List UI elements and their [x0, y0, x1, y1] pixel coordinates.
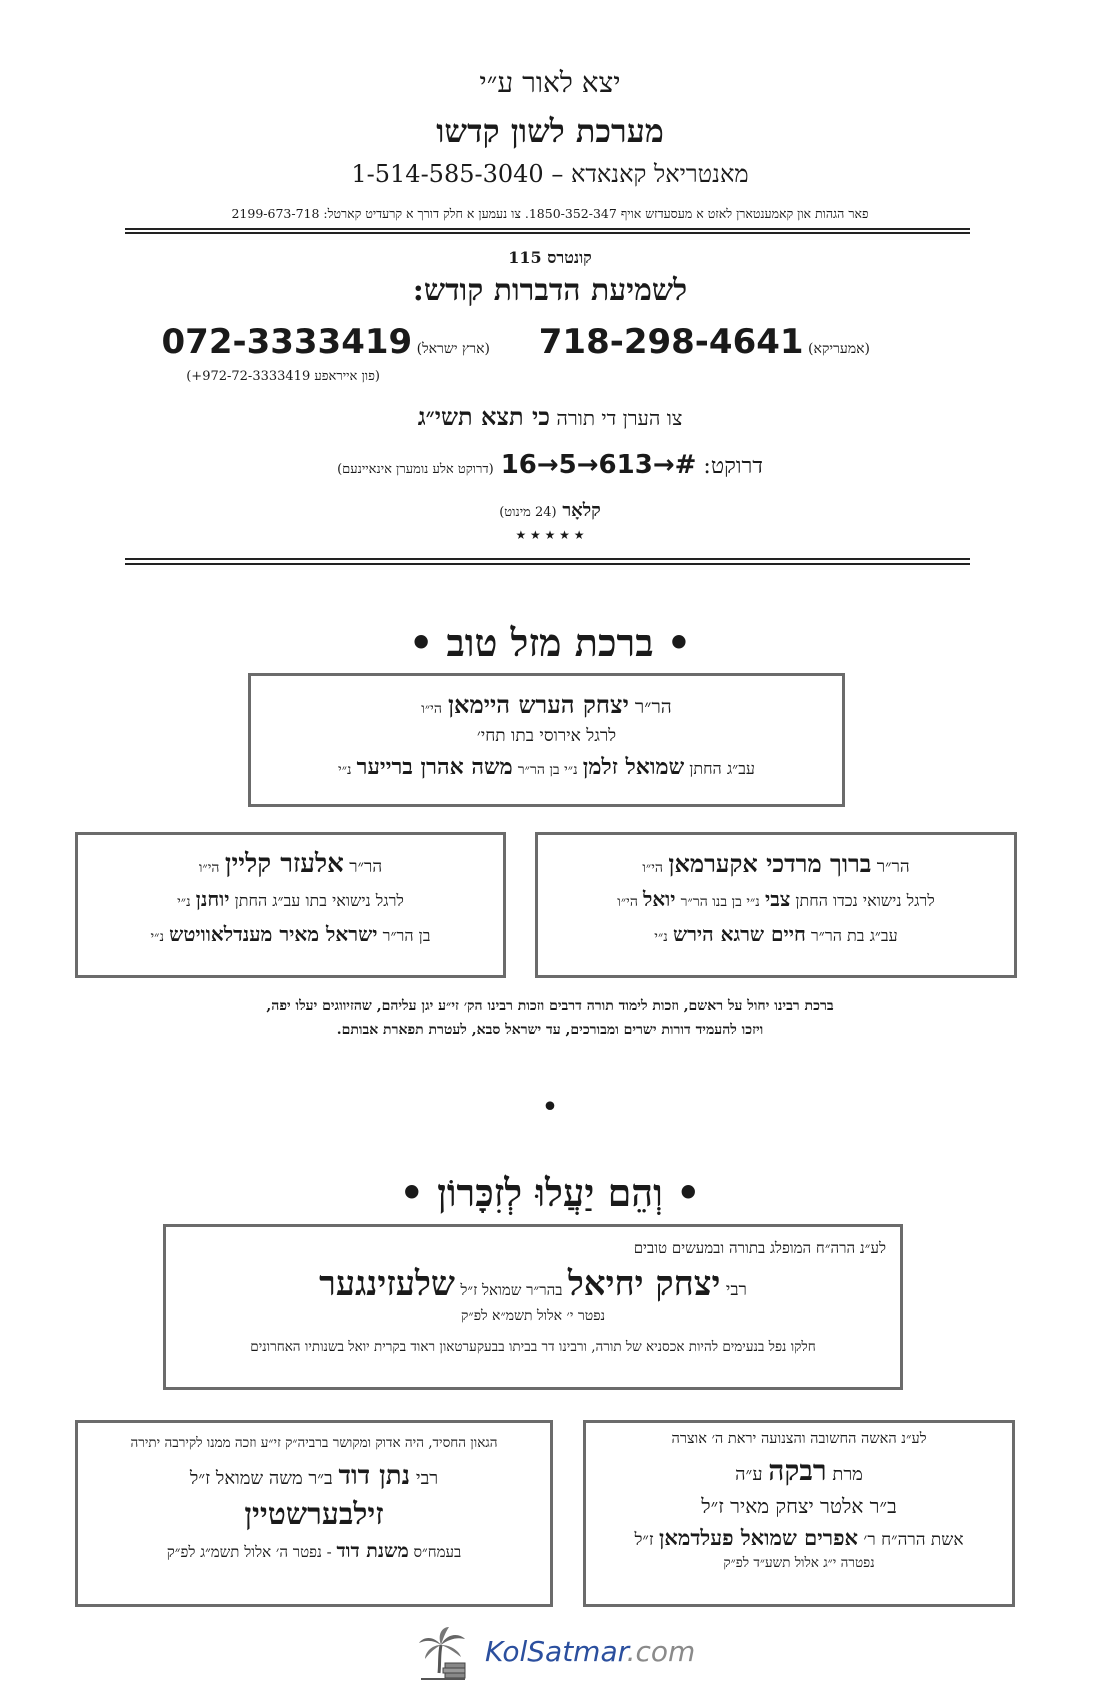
memorial-box-right — [583, 1420, 1015, 1607]
parsha-prefix: צו הערן די תורה — [556, 406, 683, 430]
parsha-name: כי תצא תשי״ג — [417, 402, 551, 431]
brand-text — [485, 1635, 695, 1668]
il-phone: 072-3333419 — [161, 322, 413, 362]
memorial-top-line2: רבי יצחק יחיאל בהר״ר שמואל ז״ל שלעזינגער — [319, 1264, 747, 1304]
us-phone: 718-298-4641 — [538, 322, 804, 362]
il-label: (ארץ ישראל) — [416, 341, 490, 357]
mazel-tov-box-right — [535, 832, 1017, 978]
memorial-left-line2: רבי נתן דוד ב״ר משה שמואל ז״ל — [189, 1461, 439, 1491]
memorial-left-line4: בעמח״ס משנת דוד - נפטר ה׳ אלול תשמ״ג לפ״ק — [166, 1540, 462, 1562]
clear-minutes: (24 מינוט) — [499, 505, 557, 520]
top-rule-2 — [125, 232, 970, 234]
comments-info: פאר הגהות און קאמענטארן לאזט א מעסעדזש אויף 1850-352-347. צו נעמען א חלק דורך א קרעדיט קארטל: 2199-673-718 — [231, 206, 869, 221]
listen-title: לשמיעת הדברות קודש: — [412, 273, 688, 308]
blessing-line2: ויזכו להעמיד דורות ישרים ומבורכים, עד ישראל סבא, לעטרת תפארת אבותם. — [336, 1022, 764, 1038]
memorial-box-left — [75, 1420, 553, 1607]
box-right-line2: לרגל נישואי נכדו החתן צבי נ״י בן בנו הר״ר יואל הי״ו — [617, 887, 935, 911]
mazel-tov-box-left — [75, 832, 506, 978]
press-label: דרוקט: — [703, 454, 763, 479]
box-right-line3: עב״ג בת הר״ר חיים שרגא הירש נ״י — [654, 922, 898, 946]
brand-main: KolSatmar — [485, 1635, 627, 1668]
press-note: (דרוקט אלע נומערן אינאיינעם) — [337, 462, 494, 477]
memorial-left-line1: הגאון החסיד, היה אדוק ומקושר ברביה״ק זי״ע וזכה ממנו לקירבה יתירה — [130, 1435, 498, 1451]
box-left-line1: הר״ר אלעזר קליין הי״ו — [198, 849, 383, 879]
box-right-line1: הר״ר ברוך מרדכי אקערמאן הי״ו — [642, 849, 910, 878]
publisher-name: מערכת לשון קדשו — [436, 112, 664, 150]
footer-brand[interactable] — [415, 1625, 705, 1681]
publisher-location — [0, 160, 1100, 189]
mid-rule-2 — [125, 563, 970, 565]
memorial-top-line4: חלקו נפל בנעימים להיות אכסניא של תורה, ורבינו דר בביתו בבעקערטאון ראוד בקרית יואל בשנותיו האחרונים — [250, 1339, 816, 1355]
il-phone-note: (פון אייראפע 972-72-3333419+) — [186, 369, 380, 384]
press-code: 16→5→613→# — [500, 450, 697, 480]
memorial-right-line2: מרת רבקה ע״ה — [735, 1454, 863, 1487]
memorial-top-line3: נפטר י׳ אלול תשמ״א לפ״ק — [460, 1308, 606, 1324]
mid-rule-1 — [125, 558, 970, 560]
top-rule-1 — [125, 228, 970, 230]
stars: ★ ★ ★ ★ ★ — [515, 528, 585, 542]
clear-label: קלאָר — [562, 500, 601, 521]
palm-tree-books-icon — [415, 1625, 471, 1681]
box-left-line3: בן הר״ר ישראל מאיר מענדלאוויטש נ״י — [150, 922, 431, 946]
mazel-tov-heading: • ברכת מזל טוב • — [408, 620, 692, 665]
kuntres-number: קונטרס 115 — [508, 248, 592, 267]
memorial-top-line1: לע״נ הרה״ח המופלג בתורה ובמעשים טובים — [633, 1239, 886, 1257]
box-left-line2: לרגל נישואי בתו עב״ג החתן יוחנן נ״י — [177, 887, 404, 911]
location-phone: 1-514-585-3040 — [351, 160, 544, 188]
parsha-line — [0, 402, 1100, 432]
us-phone-block — [539, 322, 870, 362]
clear-line — [0, 500, 1100, 521]
publisher-line: יצא לאור ע״י — [479, 66, 621, 99]
memorial-left-line3: זילבערשטיין — [244, 1497, 384, 1532]
blessing-line1: ברכת רבינו יחול על ראשם, וזכות לימוד תורה דרבים וזכות רבינו הק׳ זי״ע יגן עליהם, שהזיווגים יעלו יפה, — [266, 998, 834, 1014]
memorial-right-line4: אשת הרה״ח ר׳ אפרים שמואל פעלדמאן ז״ל — [634, 1525, 964, 1550]
location-text: מאנטריאל קאנאדא – — [551, 160, 749, 188]
brand-tld: .com — [626, 1635, 696, 1668]
box-top-line2: לרגל אירוסי בתו תחי׳ — [476, 726, 617, 746]
memorial-right-line1: לע״נ האשה החשובה והצנועה יראת ה׳ אוצרה — [671, 1431, 927, 1447]
box-top-line1: הר״ר יצחק הערש היימאן הי״ו — [421, 690, 672, 719]
mazel-tov-box-top — [248, 673, 845, 807]
press-line — [0, 450, 1100, 480]
il-phone-block — [162, 322, 491, 362]
memorial-right-line3: ב״ר אלטר יצחק מאיר ז״ל — [701, 1494, 897, 1518]
memorial-box-top — [163, 1224, 903, 1390]
box-top-line3: עב״ג החתן שמואל זלמן נ״י בן הר״ר משה אהרן ברייער נ״י — [338, 754, 755, 780]
memorial-heading: • וְהֵם יַעֲלוּ לְזִכָּרוֹן • — [399, 1170, 701, 1215]
divider-dot: • — [541, 1090, 559, 1125]
memorial-right-line5: נפטרה י״ג אלול תשע״ד לפ״ק — [723, 1555, 875, 1571]
us-label: (אמעריקא) — [808, 341, 870, 357]
